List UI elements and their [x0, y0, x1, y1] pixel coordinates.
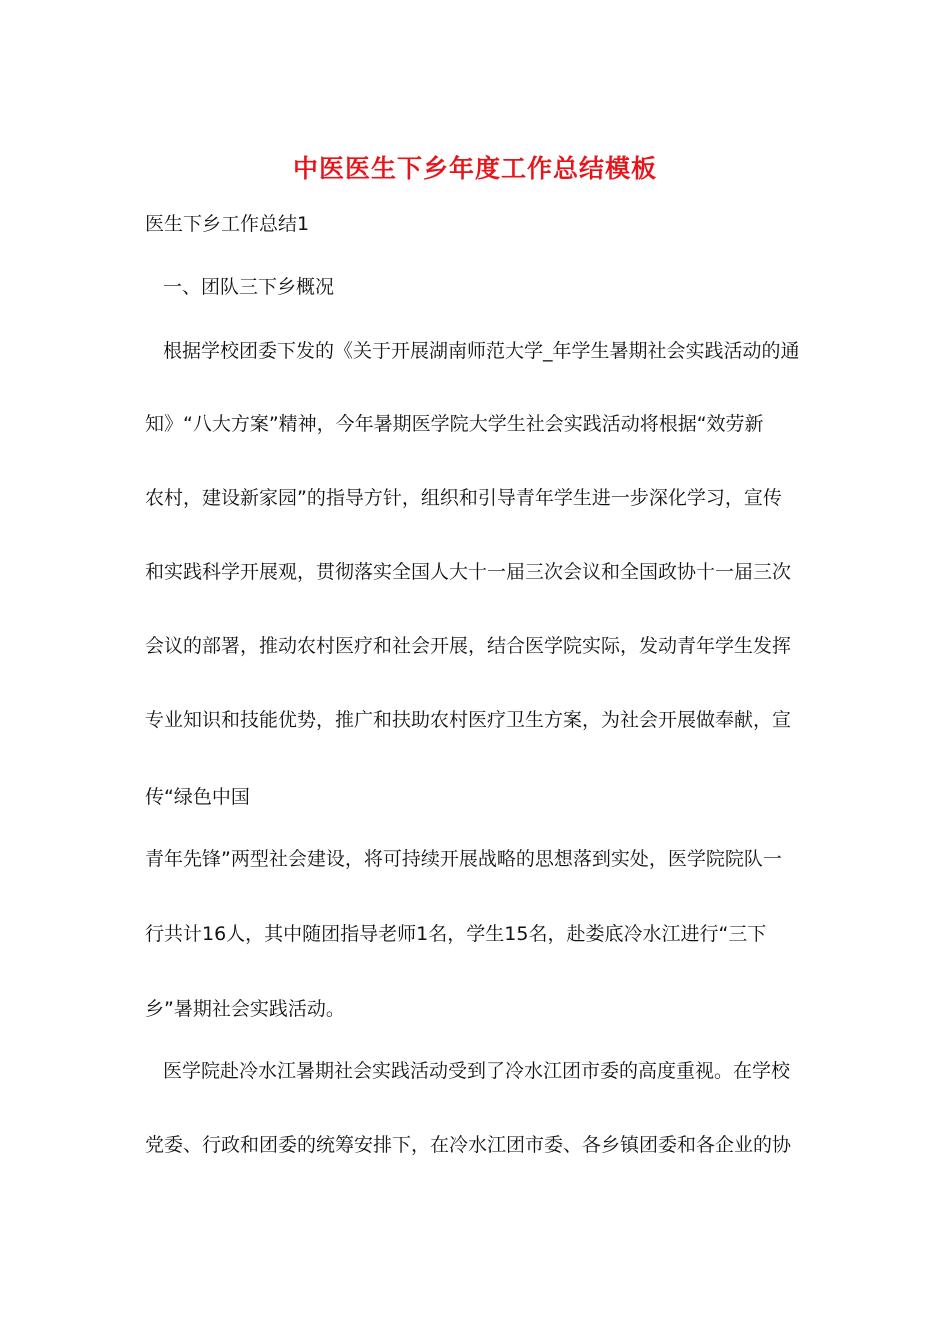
paragraph-line: 传“绿色中国: [145, 786, 250, 808]
section-heading: 一、团队三下乡概况: [163, 276, 335, 298]
paragraph-line: 医学院赴冷水江暑期社会实践活动受到了冷水江团市委的高度重视。在学校: [163, 1060, 791, 1082]
paragraph-line: 知》“八大方案”精神，今年暑期医学院大学生社会实践活动将根据“效劳新: [145, 413, 764, 435]
paragraph-line: 专业知识和技能优势，推广和扶助农村医疗卫生方案，为社会开展做奉献，宣: [145, 709, 792, 731]
paragraph-line: 根据学校团委下发的《关于开展湖南师范大学_年学生暑期社会实践活动的通: [163, 340, 800, 362]
paragraph-line: 青年先锋”两型社会建设，将可持续开展战略的思想落到实处，医学院院队一: [145, 848, 782, 870]
paragraph-line: 会议的部署，推动农村医疗和社会开展，结合医学院实际，发动青年学生发挥: [145, 635, 792, 657]
paragraph-line: 和实践科学开展观，贯彻落实全国人大十一届三次会议和全国政协十一届三次: [145, 561, 792, 583]
paragraph-line: 乡”暑期社会实践活动。: [145, 998, 345, 1020]
paragraph-line: 行共计16人，其中随团指导老师1名，学生15名，赴娄底冷水江进行“三下: [145, 923, 767, 945]
subtitle: 医生下乡工作总结1: [145, 213, 310, 235]
paragraph-line: 农村，建设新家园”的指导方针，组织和引导青年学生进一步深化学习，宣传: [145, 487, 782, 509]
paragraph-line: 党委、行政和团委的统筹安排下，在冷水江团市委、各乡镇团委和各企业的协: [145, 1134, 792, 1156]
document-title: 中医医生下乡年度工作总结模板: [292, 154, 657, 183]
